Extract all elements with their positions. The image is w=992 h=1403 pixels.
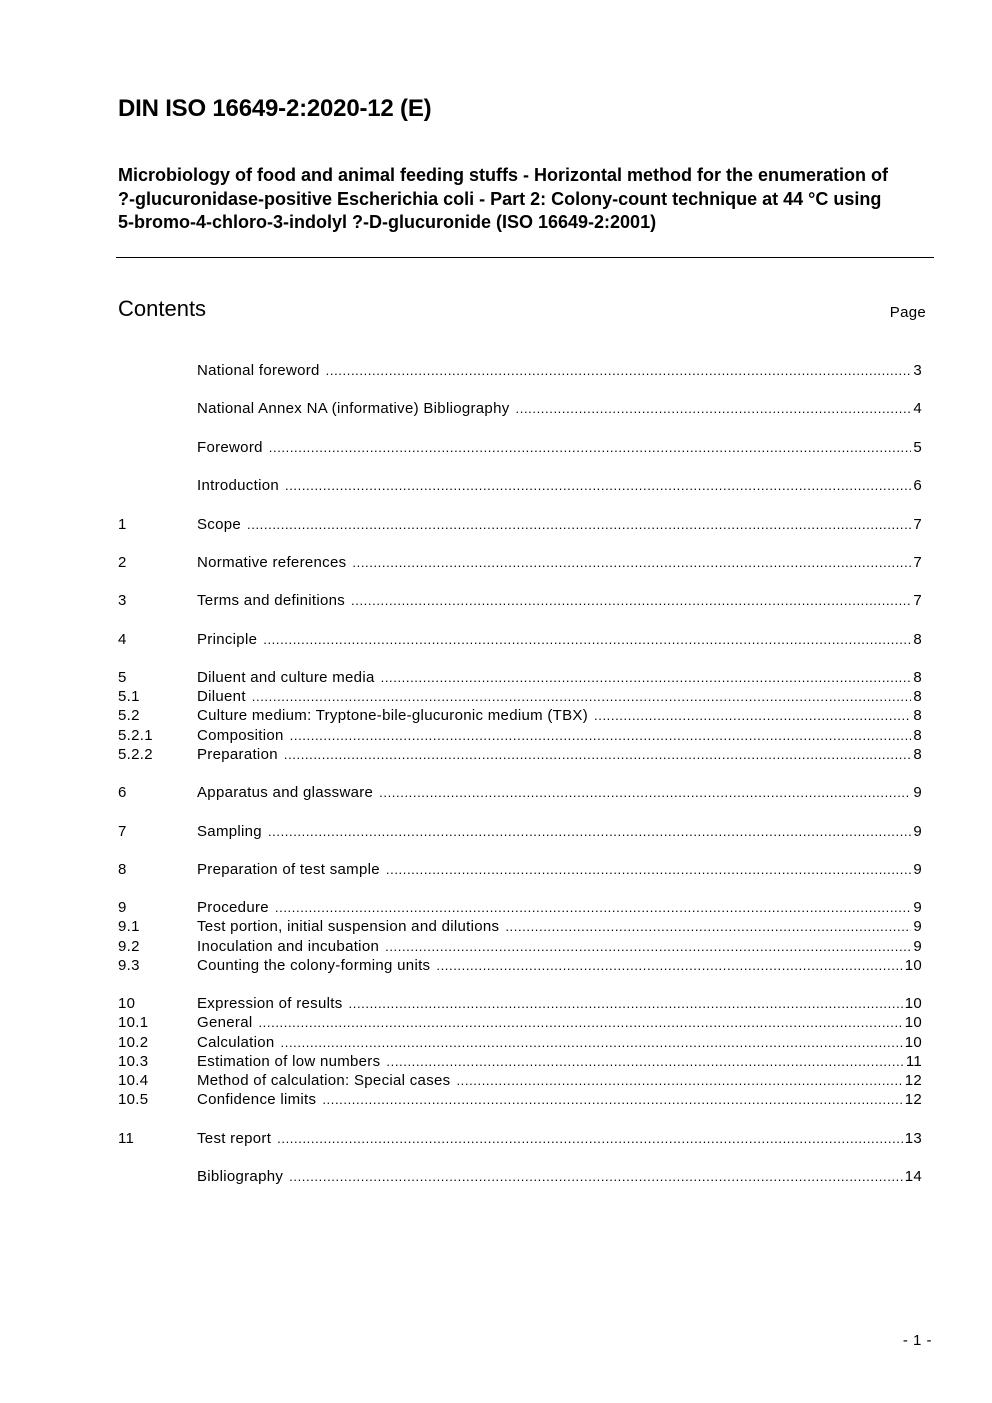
toc-entry-number: 10.5 [118,1091,149,1109]
toc-entry-page: 10 [904,995,922,1013]
toc-dot-leader [456,1071,902,1090]
toc-entry[interactable] [118,591,922,610]
toc-dot-leader [322,1090,902,1109]
toc-entry[interactable] [118,687,922,706]
toc-entry-number: 9 [118,899,127,917]
toc-dot-leader [594,706,911,725]
toc-entry-number: 10.1 [118,1014,149,1032]
toc-entry-page: 7 [913,515,922,533]
toc-dot-leader [290,726,912,745]
toc-entry[interactable] [118,783,922,802]
toc-entry-number: 5.2.1 [118,726,153,744]
toc-entry[interactable] [118,1071,922,1090]
toc-entry[interactable] [118,1033,922,1052]
toc-entry-number: 9.3 [118,956,140,974]
toc-entry-page: 11 [905,1052,922,1070]
toc-entry-page: 9 [913,937,922,955]
toc-entry-page: 8 [913,669,922,686]
toc-entry-number: 4 [118,630,127,648]
toc-entry-title: Inoculation and incubation [197,937,380,955]
toc-entry-number: 10.2 [118,1033,149,1051]
toc-entry[interactable] [118,860,922,879]
toc-entry-number: 9.1 [118,918,140,936]
toc-entry-page: 8 [913,688,922,706]
toc-entry-page: 9 [913,918,922,936]
toc-entry[interactable] [118,668,922,687]
page-number: - 1 - [902,1332,932,1349]
toc-entry[interactable] [118,822,922,841]
toc-dot-leader [385,937,911,956]
toc-entry[interactable] [118,898,922,917]
toc-entry-page: 8 [913,630,922,648]
contents-heading: Contents [118,296,207,321]
document-id: DIN ISO 16649-2:2020-12 (E) [118,95,432,122]
toc-entry-number: 11 [118,1129,135,1147]
toc-entry-page: 7 [913,553,922,571]
toc-entry[interactable] [118,476,922,495]
toc-entry-number: 7 [118,822,127,840]
toc-entry-number: 2 [118,553,127,571]
toc-entry-title: Counting the colony-forming units [197,956,431,974]
toc-dot-leader [289,1167,903,1186]
toc-entry[interactable] [118,726,922,745]
toc-entry[interactable] [118,553,922,572]
toc-dot-leader [281,1033,903,1052]
toc-entry-title: National foreword [197,362,320,379]
toc-entry[interactable] [118,1129,922,1148]
toc-entry[interactable] [118,1013,922,1032]
toc-entry-title: Principle [197,630,258,648]
toc-dot-leader [351,591,911,610]
toc-entry-page: 5 [913,438,922,456]
toc-dot-leader [436,956,902,975]
toc-entry-page: 7 [913,592,922,610]
title-divider [116,257,934,258]
toc-entry-title: Procedure [197,899,269,917]
toc-dot-leader [258,1013,902,1032]
toc-entry[interactable] [118,399,922,418]
toc-dot-leader [269,438,912,457]
toc-dot-leader [268,822,911,841]
toc-entry-number: 10 [118,995,136,1013]
toc-entry-title: Bibliography [197,1167,284,1185]
toc-entry-number: 5.2.2 [118,745,153,763]
page-column-label: Page [889,304,926,321]
toc-entry[interactable] [118,1052,922,1071]
toc-dot-leader [386,1052,903,1071]
toc-entry[interactable] [118,994,922,1013]
toc-entry[interactable] [118,1090,922,1109]
toc-entry-page: 8 [913,745,922,763]
toc-entry-page: 6 [913,477,922,495]
toc-entry-title: Method of calculation: Special cases [197,1071,451,1089]
toc-entry-title: General [197,1014,253,1032]
toc-entry-page: 10 [904,1014,922,1032]
document-title: Microbiology of food and animal feeding stuffs - Horizontal method for the enumeration of ?-glucuronidase-positive Escherichia coli - Part 2: Colony-count technique at 44 °C using 5-bromo-4-chloro-3-indolyl ?-D-glucuronide (ISO 16649-2:2001) [118,165,888,232]
toc-dot-leader [277,1129,903,1148]
toc-entry-page: 12 [904,1091,922,1109]
toc-entry-page: 3 [913,362,922,379]
toc-entry-number: 3 [118,592,127,610]
toc-entry[interactable] [118,917,922,936]
toc-entry[interactable] [118,1167,922,1186]
toc-entry-title: Introduction [197,477,279,495]
toc-entry-page: 10 [904,1033,922,1051]
toc-entry-title: Apparatus and glassware [197,784,374,802]
toc-entry-page: 14 [904,1167,922,1185]
toc-dot-leader [379,783,911,802]
toc-entry-title: Preparation of test sample [197,860,380,878]
toc-dot-leader [505,917,911,936]
toc-entry-title: Preparation [197,745,278,763]
toc-dot-leader [349,994,903,1013]
toc-entry-title: Scope [197,515,242,533]
toc-entry-title: Normative references [197,553,347,571]
toc-dot-leader [381,668,912,687]
toc-dot-leader [386,860,911,879]
toc-entry-number: 6 [118,784,127,802]
toc-entry[interactable] [118,361,922,380]
toc-entry-page: 4 [913,400,922,418]
toc-entry-page: 10 [904,956,922,974]
toc-entry[interactable] [118,745,922,764]
toc-entry-title: Calculation [197,1033,275,1051]
toc-entry-title: Foreword [197,438,263,456]
toc-entry-page: 9 [913,784,922,802]
toc-entry-page: 12 [904,1071,922,1089]
toc-entry-title: Expression of results [197,995,343,1013]
toc-entry-title: Test report [197,1129,272,1147]
toc-dot-leader [285,476,911,495]
toc-entry-number: 9.2 [118,937,140,955]
toc-dot-leader [275,898,911,917]
toc-entry[interactable] [118,706,922,725]
toc-entry-title: Culture medium: Tryptone-bile-glucuronic medium (TBX) [197,707,589,725]
toc-dot-leader [352,553,911,572]
toc-entry-page: 8 [913,726,922,744]
toc-entry-title: Estimation of low numbers [197,1052,381,1070]
toc-entry-page: 9 [913,899,922,917]
toc-entry[interactable] [118,956,922,975]
toc-entry[interactable] [118,438,922,457]
toc-entry-number: 10.4 [118,1071,149,1089]
toc-entry-number: 1 [118,515,127,533]
toc-entry-number: 5.2 [118,707,140,725]
toc-entry[interactable] [118,937,922,956]
toc-dot-leader [247,515,911,534]
toc-dot-leader [326,361,912,380]
toc-dot-leader [516,399,912,418]
toc-entry-title: National Annex NA (informative) Bibliography [197,400,510,418]
toc-entry-number: 5.1 [118,688,140,706]
toc-entry-page: 9 [913,860,922,878]
toc-entry-number: 8 [118,860,127,878]
table-of-contents [118,361,922,1186]
toc-entry-number: 5 [118,669,127,686]
toc-entry-title: Diluent and culture media [197,669,375,686]
toc-entry-title: Sampling [197,822,262,840]
toc-entry-page: 9 [913,822,922,840]
toc-entry-number: 10.3 [118,1052,149,1070]
toc-entry[interactable] [118,630,922,649]
toc-entry-title: Terms and definitions [197,592,346,610]
toc-dot-leader [284,745,911,764]
toc-entry-title: Test portion, initial suspension and dilutions [197,918,500,936]
toc-dot-leader [252,687,912,706]
toc-entry-title: Confidence limits [197,1091,317,1109]
toc-dot-leader [263,630,911,649]
toc-entry[interactable] [118,515,922,534]
toc-entry-title: Composition [197,726,284,744]
toc-entry-page: 8 [913,707,922,725]
toc-entry-page: 13 [904,1129,922,1147]
toc-entry-title: Diluent [197,688,246,706]
